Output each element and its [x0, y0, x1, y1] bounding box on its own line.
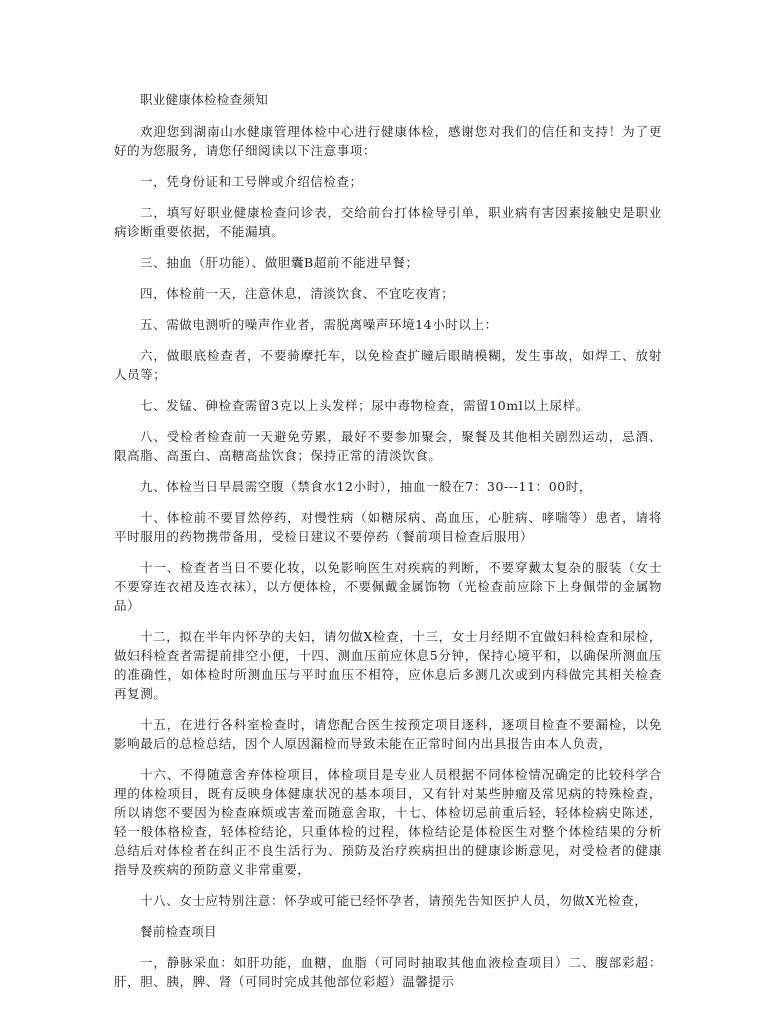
notice-item-3: 三、抽血（肝功能）、做胆囊B超前不能进早餐； [140, 255, 419, 270]
document-page [114, 90, 662, 1003]
notice-item-15: 十五，在进行各科室检查时，请您配合医生按预定项目逐科，逐项目检查不要漏检，以免影响最后的总检总结，因个人原因漏检而导致未能在正常时间内出具报告由本人负责， [114, 717, 662, 751]
notice-item-10: 十、体检前不要冒然停药，对慢性病（如糖尿病、高血压，心脏病、哮喘等）患者，请将平时服用的药物携带备用，受检日建议不要停药（餐前项目检查后服用） [114, 510, 662, 544]
intro-paragraph: 欢迎您到湖南山水健康管理体检中心进行健康体检，感谢您对我们的信任和支持！为了更好的为您服务，请您仔细阅读以下注意事项： [114, 124, 662, 158]
notice-item-12: 十二，拟在半年内怀孕的夫妇，请勿做X检查，十三，女士月经期不宜做妇科检查和尿检，做妇科检查者需提前排空小便，十四、测血压前应休息5分钟，保持心境平和，以确保所测血压的准确性，如体检时所测血压与平时血压不相符，应休息后多测几次或到内科做完其相关检查再复测。 [114, 629, 662, 701]
notice-item-7: 七、发锰、砷检查需留3克以上头发样；尿中毒物检查，需留10ml以上尿样。 [140, 398, 589, 413]
notice-item-16: 十六、不得随意舍弃体检项目，体检项目是专业人员根据不同体检情况确定的比较科学合理的体检项目，既有反映身体健康状况的基本项目，又有针对某些肿瘤及常见病的特殊检查，所以请您不要因为检查麻烦或害羞而随意舍取，十七、体检切忌前重后轻，轻体检病史陈述，轻一般体格检查，轻体检结论，只重体检的过程，体检结论是体检医生对整个体检结果的分析总结后对体检者在纠正不良生活行为、预防及治疗疾病担出的健康诊断意见，对受检者的健康指导及疾病的预防意义非常重要， [114, 767, 662, 877]
notice-item-4: 四，体检前一天，注意休息，清淡饮食、不宜吃夜宵； [140, 286, 455, 301]
notice-item-5: 五、需做电测听的噪声作业者，需脱离噪声环境14小时以上： [140, 317, 498, 332]
section-paragraph: 一，静脉采血：如肝功能，血糖，血脂（可同时抽取其他血液检查项目）二、腹部彩超：肝，胆、胰，脾、肾（可同时完成其他部位彩超）温馨提示 [114, 955, 662, 989]
notice-item-11: 十一、检查者当日不要化妆，以免影响医生对疾病的判断，不要穿戴太复杂的服装（女士不要穿连衣裙及连衣袜），以方便体检，不要佩戴金属饰物（光检查前应除下上身佩带的金属物品） [114, 560, 662, 613]
section-title: 餐前检查项目 [140, 924, 217, 939]
notice-item-2: 二，填写好职业健康检查问诊表，交给前台打体检导引单，职业病有害因素接触史是职业病诊断重要依据，不能漏填。 [114, 205, 662, 239]
notice-item-6: 六，做眼底检查者，不要骑摩托车，以免检查扩瞳后眼睛模糊，发生事故，如焊工、放射人员等； [114, 348, 662, 382]
notice-item-18: 十八、女士应特别注意：怀孕或可能已经怀孕者，请预先告知医护人员，勿做X光检查， [140, 893, 648, 908]
document-title: 职业健康体检检查须知 [140, 92, 269, 107]
notice-item-9: 九、体检当日早晨需空腹（禁食水12小时），抽血一般在7：30---11：00时， [140, 479, 592, 494]
notice-item-1: 一，凭身份证和工号牌或介绍信检查； [140, 174, 363, 189]
notice-item-8: 八、受检者检查前一天避免劳累，最好不要参加聚会，聚餐及其他相关剧烈运动，忌酒、限高脂、高蛋白、高糖高盐饮食；保持正常的清淡饮食。 [114, 429, 662, 463]
